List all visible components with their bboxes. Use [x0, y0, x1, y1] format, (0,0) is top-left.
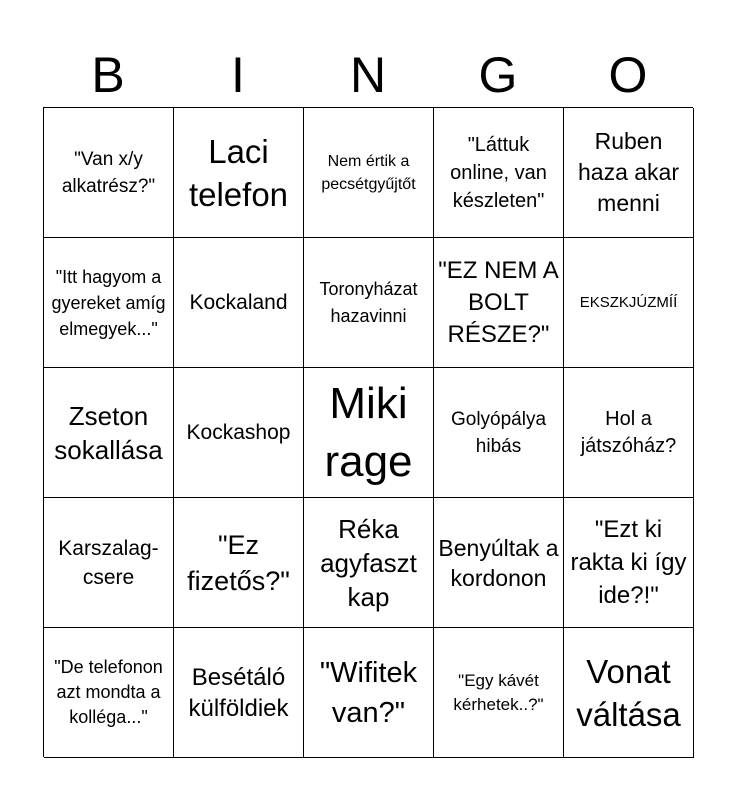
bingo-cell[interactable] [304, 238, 434, 368]
cell-text: Vonat váltása [576, 652, 681, 733]
header-letter-g: G [478, 47, 518, 103]
bingo-cell[interactable] [564, 108, 694, 238]
header-letter-i: I [231, 47, 245, 103]
bingo-cell[interactable] [304, 108, 434, 238]
cell-text: "Ezt ki rakta ki így ide?!" [570, 516, 687, 609]
cell-text: "EZ NEM A BOLT RÉSZE?" [438, 256, 559, 348]
bingo-cell[interactable] [434, 498, 564, 628]
cell-text: "Láttuk online, van készleten" [450, 133, 547, 212]
cell-text: "Egy kávét kérhetek..?" [453, 670, 544, 714]
cell-text: Nem értik a pecsétgyűjtőt [321, 152, 416, 193]
cell-text: Ruben haza akar menni [577, 128, 679, 216]
bingo-cell[interactable] [44, 498, 174, 628]
bingo-cell[interactable] [564, 368, 694, 498]
cell-text: "Wifitek van?" [319, 656, 418, 729]
cell-text: Laci telefon [188, 132, 289, 213]
bingo-cell[interactable] [564, 238, 694, 368]
bingo-cell[interactable] [174, 498, 304, 628]
cell-text: Karszalag-csere [58, 536, 159, 589]
cell-text: Kockashop [186, 421, 291, 444]
cell-text: Toronyházat hazavinni [319, 278, 418, 326]
bingo-cell[interactable] [304, 498, 434, 628]
cell-text: Zseton sokallása [54, 400, 163, 465]
bingo-cell[interactable] [44, 238, 174, 368]
header-letter-b: B [91, 47, 125, 103]
bingo-cell[interactable] [304, 628, 434, 758]
bingo-cell[interactable] [564, 498, 694, 628]
bingo-header [43, 44, 693, 106]
cell-text: Réka agyfaszt kap [320, 513, 417, 612]
bingo-cell[interactable] [174, 238, 304, 368]
cell-text: EKSZKJÚZMÍÍ [579, 294, 678, 311]
bingo-cell[interactable] [434, 628, 564, 758]
cell-text: "De telefonon azt mondta a kolléga..." [54, 657, 163, 727]
cell-text: Benyúltak a kordonon [438, 534, 559, 591]
cell-text: Kockaland [189, 291, 288, 314]
cell-text: Hol a játszóház? [580, 407, 677, 457]
cell-text: Miki rage [324, 378, 413, 486]
bingo-cell[interactable] [434, 368, 564, 498]
cell-text: Besétáló külföldiek [188, 663, 289, 722]
bingo-cell[interactable] [174, 108, 304, 238]
cell-text: "Itt hagyom a gyereket amíg elmegyek..." [51, 266, 166, 339]
bingo-cell[interactable] [44, 108, 174, 238]
bingo-board [43, 107, 693, 757]
bingo-cell[interactable] [434, 238, 564, 368]
bingo-cell[interactable] [174, 628, 304, 758]
cell-text: "Van x/y alkatrész?" [61, 148, 156, 197]
header-letter-o: O [608, 47, 648, 103]
header-letter-n: N [349, 47, 387, 103]
bingo-cell[interactable] [44, 368, 174, 498]
bingo-cell[interactable] [434, 108, 564, 238]
cell-text: "Ez fizetős?" [187, 529, 290, 596]
bingo-cell[interactable] [44, 628, 174, 758]
bingo-cell[interactable] [174, 368, 304, 498]
cell-text: Golyópálya hibás [450, 408, 547, 457]
bingo-cell[interactable] [304, 368, 434, 498]
bingo-cell[interactable] [564, 628, 694, 758]
